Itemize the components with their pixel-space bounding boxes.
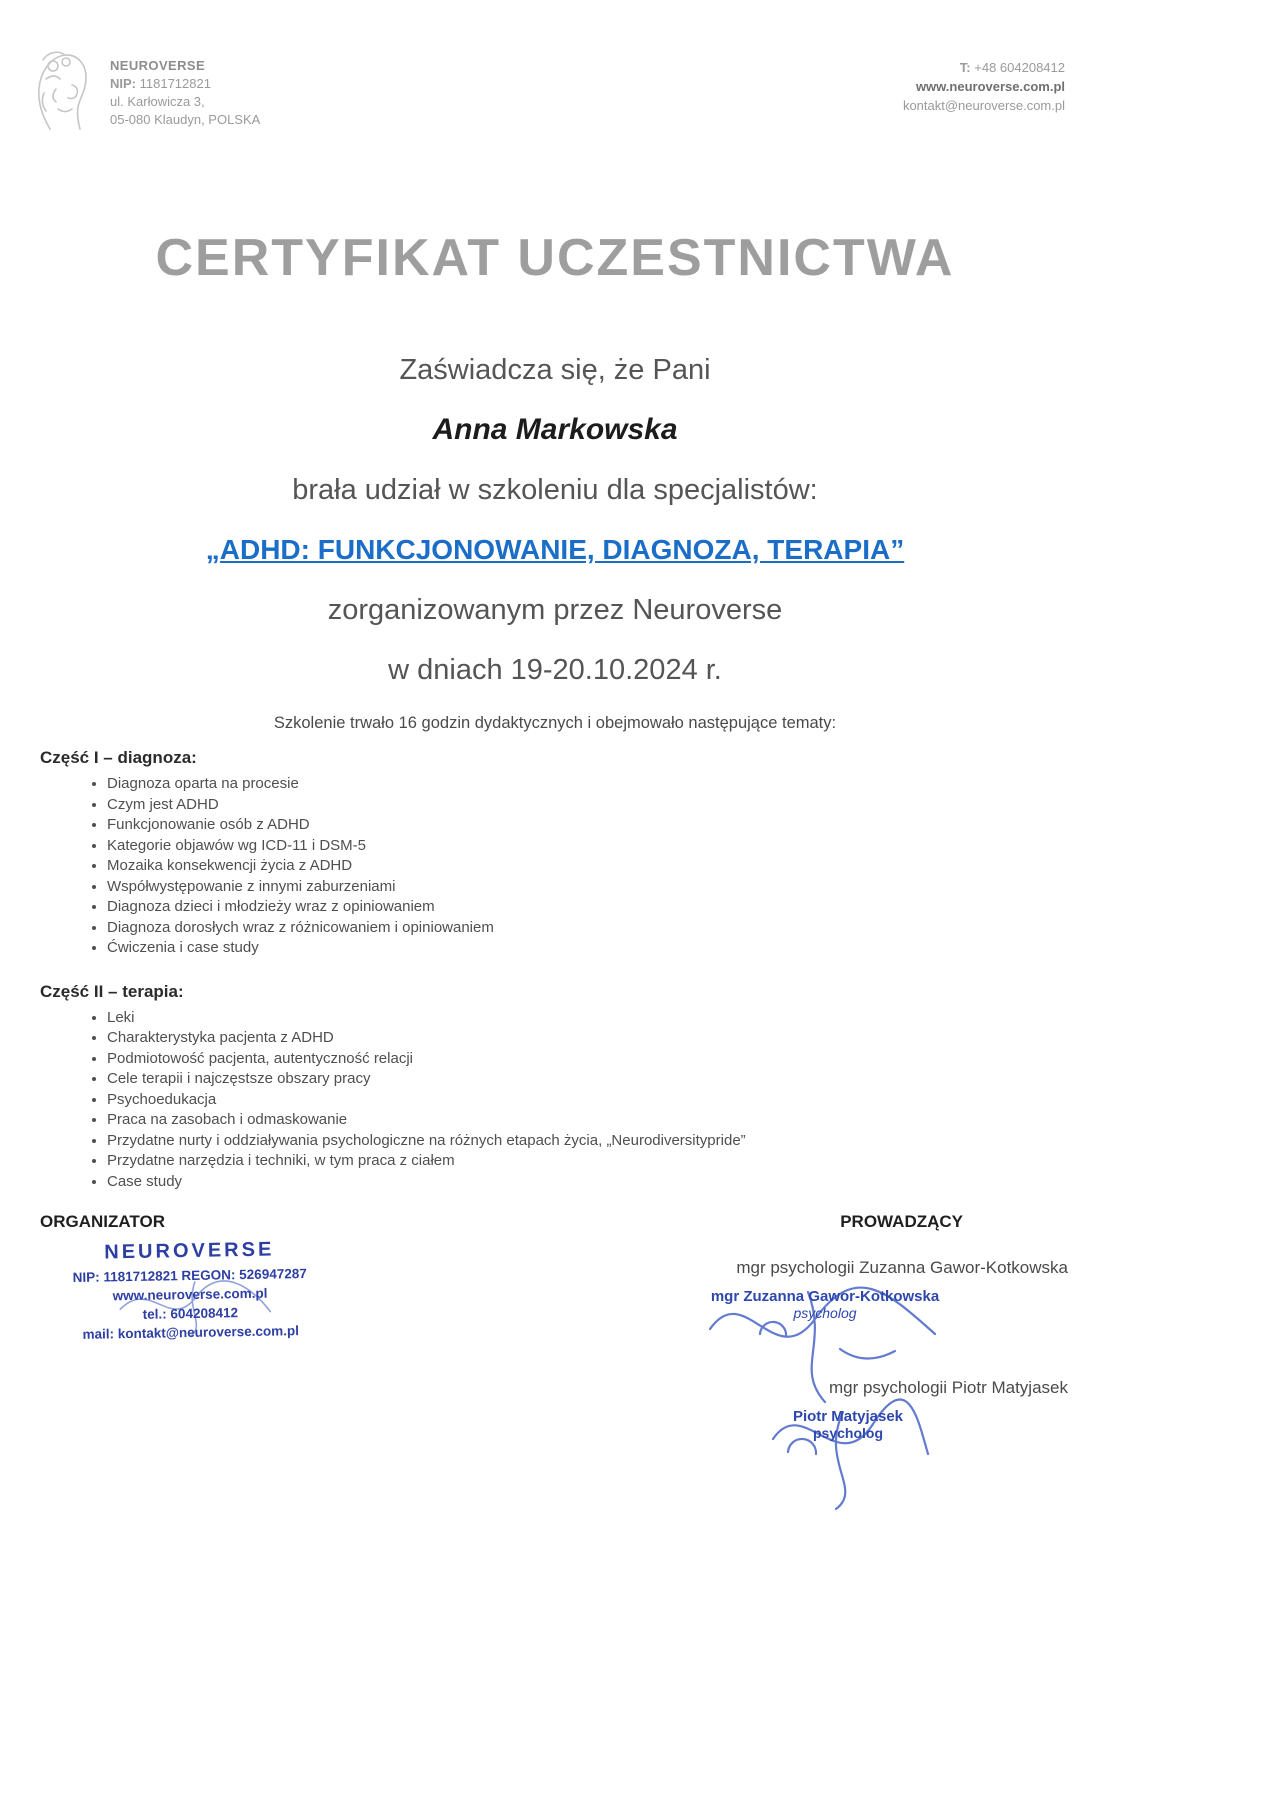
topic-item: • Mozaika konsekwencji życia z ADHD bbox=[107, 856, 1160, 876]
training-line: brała udział w szkoleniu dla specjalistów: bbox=[292, 474, 818, 506]
section-2-list bbox=[40, 1008, 1160, 1192]
summary-line: Szkolenie trwało 16 godzin dydaktycznych i obejmowało następujące tematy: bbox=[273, 714, 837, 732]
certificate-body bbox=[40, 352, 1070, 758]
organized-by-line: zorganizowanym przez Neuroverse bbox=[327, 594, 783, 626]
topic-item: • Kategorie objawów wg ICD-11 i DSM-5 bbox=[107, 836, 1160, 856]
topic-item: • Cele terapii i najczęstsze obszary pracy bbox=[107, 1069, 1160, 1089]
presenter-2-stamp-name: Piotr Matyjasek bbox=[792, 1408, 904, 1425]
stamp-phone-line: tel.: 604208412 bbox=[142, 1305, 239, 1322]
topic-item: • Funkcjonowanie osób z ADHD bbox=[107, 815, 1160, 835]
topic-item: • Diagnoza dorosłych wraz z różnicowaniem i opiniowaniem bbox=[107, 918, 1160, 938]
section-1-heading: Część I – diagnoza: bbox=[40, 748, 197, 767]
company-name: NEUROVERSE bbox=[110, 58, 206, 73]
neuroverse-logo-icon bbox=[20, 45, 100, 140]
company-info bbox=[110, 45, 260, 129]
contact-phone bbox=[903, 58, 1065, 77]
company-nip bbox=[110, 75, 260, 93]
presenter-2-name: mgr psychologii Piotr Matyjasek bbox=[828, 1378, 1068, 1397]
presenter-1-name: mgr psychologii Zuzanna Gawor-Kotkowska bbox=[736, 1258, 1068, 1277]
course-title: „ADHD: FUNKCJONOWANIE, DIAGNOZA, TERAPIA” bbox=[205, 534, 905, 565]
stamp-reg-line: NIP: 1181712821 REGON: 526947287 bbox=[72, 1265, 307, 1286]
presenter-1-signature bbox=[690, 1288, 960, 1321]
section-2-heading: Część II – terapia: bbox=[40, 981, 184, 1001]
stamp-email-line: mail: kontakt@neuroverse.com.pl bbox=[82, 1323, 300, 1342]
topic-item: • Case study bbox=[107, 1172, 1160, 1192]
header-left bbox=[20, 45, 260, 140]
presenter-1-stamp-role: psycholog bbox=[793, 1305, 857, 1321]
presenter-1-stamp-name: mgr Zuzanna Gawor-Kotkowska bbox=[710, 1288, 940, 1305]
contact-email: kontakt@neuroverse.com.pl bbox=[902, 98, 1065, 113]
dates-line: w dniach 19-20.10.2024 r. bbox=[388, 654, 722, 686]
organizer-label: ORGANIZATOR bbox=[40, 1212, 165, 1231]
topic-item: • Psychoedukacja bbox=[107, 1090, 1160, 1110]
stamp-company-name: NEUROVERSE bbox=[104, 1238, 275, 1264]
company-address-line1: ul. Karłowicza 3, bbox=[110, 94, 205, 109]
topic-item: • Diagnoza oparta na procesie bbox=[107, 774, 1160, 794]
phone-value: +48 604208412 bbox=[974, 60, 1065, 75]
nip-value: 1181712821 bbox=[139, 76, 211, 91]
contact-website: www.neuroverse.com.pl bbox=[915, 79, 1065, 94]
certificate-title: CERTYFIKAT UCZESTNICTWA bbox=[155, 229, 955, 287]
presenter-2-signature bbox=[748, 1408, 948, 1441]
topic-item: • Praca na zasobach i odmaskowanie bbox=[107, 1110, 1160, 1130]
topic-item: • Leki bbox=[107, 1008, 1160, 1028]
topics-section bbox=[40, 748, 1160, 1215]
intro-line: Zaświadcza się, że Pani bbox=[399, 354, 711, 386]
topic-item: • Ćwiczenia i case study bbox=[107, 938, 1160, 958]
topic-item: • Współwystępowanie z innymi zaburzeniami bbox=[107, 877, 1160, 897]
organizer-stamp bbox=[39, 1237, 341, 1344]
presenter-2-stamp-role: psycholog bbox=[812, 1425, 883, 1441]
topic-item: • Charakterystyka pacjenta z ADHD bbox=[107, 1028, 1160, 1048]
section-1-list bbox=[40, 774, 1160, 958]
topic-item: • Czym jest ADHD bbox=[107, 795, 1160, 815]
participant-name: Anna Markowska bbox=[432, 413, 678, 446]
header-contact bbox=[903, 58, 1065, 115]
topic-item: • Podmiotowość pacjenta, autentyczność relacji bbox=[107, 1049, 1160, 1069]
stamp-website-line: www.neuroverse.com.pl bbox=[112, 1285, 268, 1304]
topic-item: • Diagnoza dzieci i młodzieży wraz z opiniowaniem bbox=[107, 897, 1160, 917]
phone-label: T: bbox=[959, 60, 971, 75]
nip-label: NIP: bbox=[110, 76, 136, 91]
topic-item: • Przydatne nurty i oddziaływania psychologiczne na różnych etapach życia, „Neurodiversitypride” bbox=[107, 1131, 1160, 1151]
presenter-label: PROWADZĄCY bbox=[840, 1212, 963, 1231]
company-address-line2: 05-080 Klaudyn, POLSKA bbox=[110, 112, 261, 127]
topic-item: • Przydatne narzędzia i techniki, w tym praca z ciałem bbox=[107, 1151, 1160, 1171]
